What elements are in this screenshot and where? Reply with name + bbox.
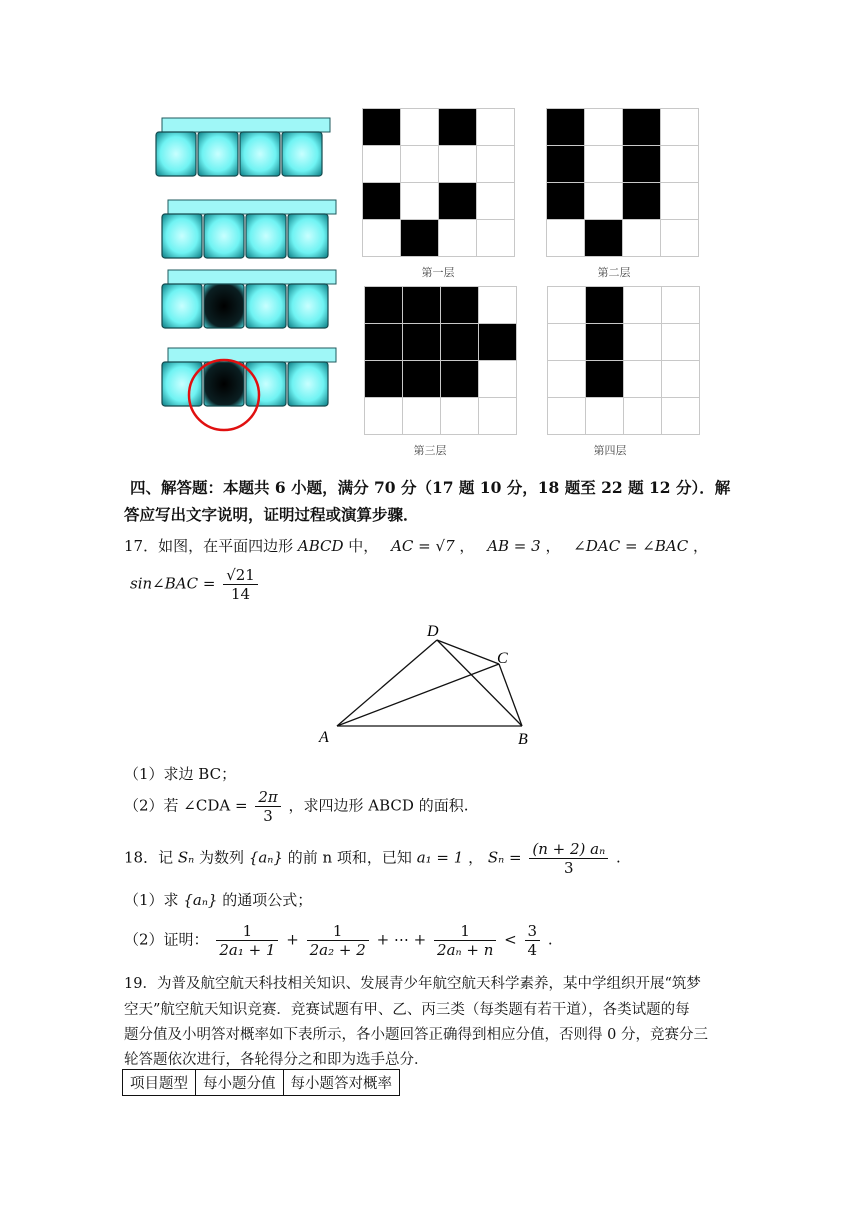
q18-rhs-den: 4 [527,941,538,959]
grid-cell-white [479,361,517,398]
q18-end: . [615,848,621,867]
q18-term1 [216,922,278,959]
grid-cell-white [585,109,623,146]
grid-cell-black [365,361,403,398]
grid-cell-white [548,287,586,324]
q18-stem-mid1: 为数列 [199,848,245,867]
slab-top-face [168,348,336,362]
q18-rhs-num: 3 [525,922,541,941]
vertex-label-a: A [319,729,329,746]
q17-sin-label: sin∠BAC = [130,574,216,593]
q19-line3: 题分值及小明答对概率如下表所示，各小题回答正确得到相应分值，否则得 0 分，竞赛分三 [124,1027,708,1043]
cube-glow [288,362,328,406]
grid-cell-white [477,146,515,183]
q17-comma-3: ， [692,537,708,555]
q18-term2-den: 2a₂ + 2 [309,941,366,959]
table-header-cell: 每小题分值 [196,1070,284,1096]
cube-glow [162,284,202,328]
slab-top-face [168,200,336,214]
q18-a1: a₁ = 1 [416,848,464,867]
q17-angles: ∠DAC = ∠BAC [573,537,689,555]
grid-cell-black [439,109,477,146]
q17-intro: 17．如图，在平面四边形 [124,537,294,555]
grid-cell-white [477,183,515,220]
grid-cell-black [547,183,585,220]
q18-term1-den: 2a₁ + 1 [219,941,276,959]
grid-cell-white [441,398,479,435]
grid-cell-white [477,109,515,146]
grid-cell-black [363,109,401,146]
quadrilateral-figure [315,618,545,748]
q17-comma-2: ， [545,537,561,555]
grid-cell-black [403,324,441,361]
q18-part1 [124,890,312,910]
grid-cell-black [623,183,661,220]
q17-part1: （1）求边 BC； [124,765,237,783]
table-header-cell: 每小题答对概率 [283,1070,400,1096]
grid-cell-black [403,287,441,324]
cube-glow [162,214,202,258]
edge-ad [337,640,437,726]
grid-cell-black [365,287,403,324]
q18-lt: < [504,930,517,949]
grid-cell-white [624,361,662,398]
layer-label-2: 第二层 [597,266,631,279]
grid-cell-black [441,324,479,361]
cube-glow [162,362,202,406]
section-heading-line2: 答应写出文字说明，证明过程或演算步骤． [124,505,419,524]
q18-stem-mid2: 的前 n 项和，已知 [287,848,412,867]
layer-grid-1 [362,108,515,257]
q18-part1-set: {aₙ} [183,891,218,909]
q18-term3-num: 1 [434,922,496,941]
vertex-label-d: D [427,623,439,640]
q17-sin-fraction [223,566,258,603]
grid-cell-white [624,398,662,435]
q18-sn-num: (n + 2) aₙ [529,840,608,859]
cube-glow [288,214,328,258]
grid-cell-black [441,287,479,324]
layer-label-1: 第一层 [421,266,455,279]
q17-sin-condition [130,566,261,603]
grid-cell-white [547,220,585,257]
grid-cell-white [548,324,586,361]
grid-cell-white [662,287,700,324]
grid-cell-black [479,324,517,361]
cube-glow [246,214,286,258]
q18-an-set: {aₙ} [248,848,283,867]
grid-cell-white [623,220,661,257]
cube-glow [198,132,238,176]
grid-cell-black [401,220,439,257]
q17-part2-post: ，求四边形 ABCD 的面积. [288,796,469,815]
q18-part2 [124,922,553,959]
grid-cell-white [401,183,439,220]
q18-plus: + [286,930,299,949]
q17-ac: AC = √7 [391,537,455,555]
q18-sn-fraction [529,840,608,877]
grid-cell-white [479,398,517,435]
q18-period: . [547,930,553,949]
q19-line2: 空天”航空航天知识竞赛．竞赛试题有甲、乙、丙三类（每类题有若干道），各类试题的每 [124,1002,690,1018]
grid-cell-black [363,183,401,220]
cube-glow [246,362,286,406]
grid-cell-white [661,146,699,183]
q18-term3 [434,922,496,959]
grid-cell-white [401,109,439,146]
grid-cell-white [363,220,401,257]
cube-glow [288,284,328,328]
grid-cell-black [547,146,585,183]
vertex-label-c: C [497,650,508,667]
q18-stem-pre: 18．记 [124,848,174,867]
q18-sn: Sₙ [177,848,195,867]
slab-top-face [168,270,336,284]
q17-sin-num: √21 [223,566,258,585]
grid-cell-white [662,361,700,398]
grid-cell-black [585,220,623,257]
q17-zhong: 中， [348,537,379,555]
grid-cell-white [477,220,515,257]
cube-glow [204,214,244,258]
vertex-label-b: B [518,731,528,748]
layer-grid-4 [547,286,700,435]
grid-cell-black [547,109,585,146]
q18-rhs [525,922,541,959]
q18-part1-pre: （1）求 [124,891,179,909]
grid-cell-white [439,220,477,257]
q17-stem [124,536,738,556]
cube-glow [156,132,196,176]
cube-glow [246,284,286,328]
edge-cb [499,664,522,726]
grid-cell-white [585,183,623,220]
section-heading-line1: 四、解答题：本题共 6 小题，满分 70 分（17 题 10 分，18 题至 22 题 12 分）．解 [130,478,731,497]
layer-grid-2 [546,108,699,257]
grid-cell-white [661,109,699,146]
edge-ac [337,664,499,726]
q18-part1-post: 的通项公式； [222,891,313,909]
cube-dark [204,362,244,406]
grid-cell-white [661,220,699,257]
grid-cell-black [623,109,661,146]
grid-cell-white [624,324,662,361]
grid-cell-white [661,183,699,220]
q18-dots: + ⋯ + [376,930,427,949]
grid-cell-black [586,324,624,361]
grid-cell-black [403,361,441,398]
grid-cell-white [363,146,401,183]
grid-cell-white [585,146,623,183]
grid-cell-black [586,287,624,324]
q17-quad-name: ABCD [297,537,344,555]
table-header-row [123,1070,400,1096]
q17-part2-pre: （2）若 ∠CDA = [124,796,248,815]
layer-grid-3 [364,286,517,435]
cube-stack-illustration [150,108,340,438]
q18-term2-num: 1 [307,922,369,941]
grid-cell-white [365,398,403,435]
q17-ab: AB = 3 [487,537,541,555]
q18-sep: ， [468,848,484,867]
q18-sn-den: 3 [563,859,574,877]
q17-part2 [124,788,468,825]
grid-cell-white [479,287,517,324]
grid-cell-black [439,183,477,220]
slab-top-face [162,118,330,132]
grid-cell-white [662,324,700,361]
grid-cell-white [624,287,662,324]
q17-comma-1: ， [459,537,475,555]
q17-sin-den: 14 [230,585,251,603]
grid-cell-white [586,398,624,435]
grid-cell-white [403,398,441,435]
cube-glow [282,132,322,176]
grid-cell-black [441,361,479,398]
q17-part2-fraction [255,788,280,825]
q18-part2-pre: （2）证明： [124,930,209,949]
q18-stem [124,840,621,877]
grid-cell-white [401,146,439,183]
grid-cell-black [586,361,624,398]
q18-term3-den: 2aₙ + n [437,941,494,959]
cube-glow [240,132,280,176]
q18-term2 [307,922,369,959]
grid-cell-black [623,146,661,183]
grid-cell-white [548,398,586,435]
layer-label-4: 第四层 [593,444,627,457]
grid-cell-white [662,398,700,435]
q19-line4: 轮答题依次进行，各轮得分之和即为选手总分． [124,1052,429,1068]
layer-label-3: 第三层 [413,444,447,457]
q17-part2-num: 2π [255,788,280,807]
q19-line1: 19．为普及航空航天科技相关知识、发展青少年航空航天科学素养，某中学组织开展“筑梦 [124,976,701,992]
q19-table [122,1069,400,1096]
q18-term1-num: 1 [216,922,278,941]
cube-dark [204,284,244,328]
q17-part2-den: 3 [263,807,273,825]
grid-cell-white [439,146,477,183]
edge-dc [437,640,499,664]
q18-sn-eq: Sₙ = [487,848,522,867]
grid-cell-white [548,361,586,398]
table-header-cell: 项目题型 [123,1070,196,1096]
grid-cell-black [365,324,403,361]
